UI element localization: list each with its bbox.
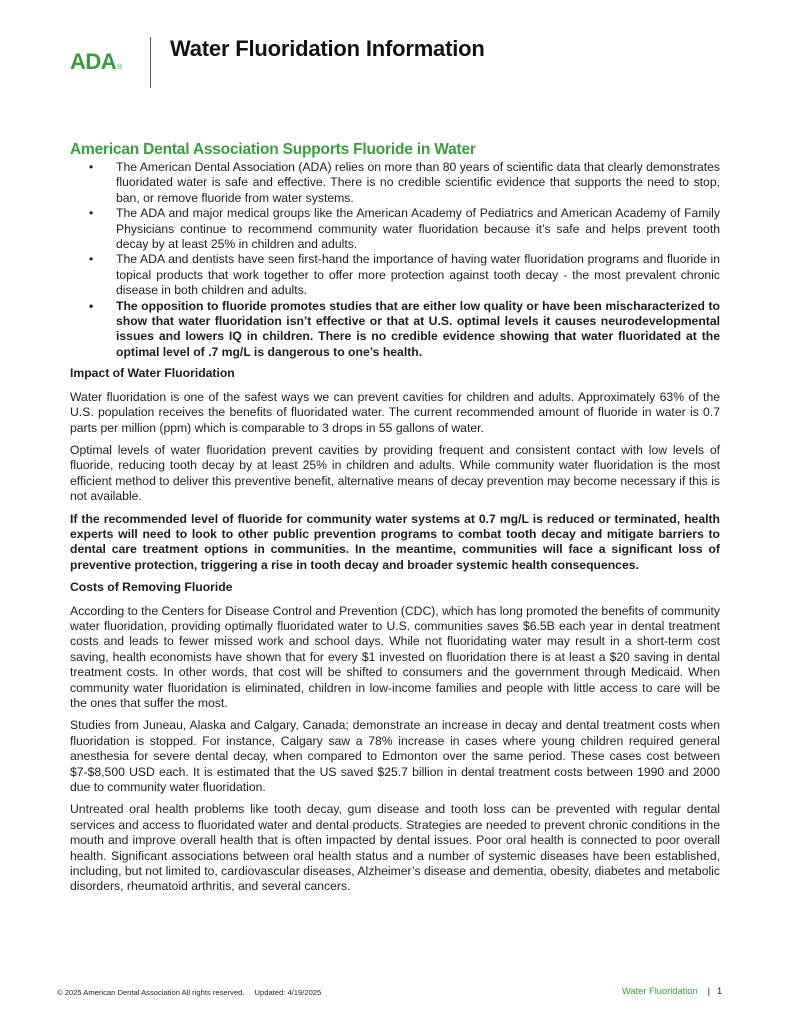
footer-page-info: [622, 986, 722, 996]
document-title: Water Fluoridation Information: [170, 36, 485, 61]
logo-text: ADA: [70, 49, 117, 74]
document-body: [70, 141, 720, 902]
paragraph: According to the Centers for Disease Control and Prevention (CDC), which has long promoted the benefits of community water fluoridation, providing optimally fluoridated water to U.S. communities saves $6.5B each year in dental treatment costs and leads to fewer missed work and school days. While not fluoridating water may result in a short-term cost saving, health economists have shown that for every $1 invested on fluoridation there is at least a $20 saving in dental treatment costs. In other words, that cost will be shifted to consumers and the government through Medicaid. When community water fluoridation is eliminated, children in low-income families and people with little access to care will be the ones that suffer the most.: [70, 603, 720, 710]
page-header: [0, 0, 791, 100]
section-heading-costs: Costs of Removing Fluoride: [70, 580, 233, 595]
footer-copyright: [57, 988, 321, 997]
page-number: 1: [717, 986, 723, 996]
bullet-item: • The ADA and major medical groups like the American Academy of Pediatrics and American Academy of Family Physicians continue to recommend community water fluoridation because it’s safe and helps prevent tooth decay by at least 25% in children and adults.: [116, 206, 720, 252]
updated-date: Updated: 4/19/2025: [254, 988, 322, 997]
support-bullet-list: [70, 160, 720, 360]
bullet-item: • The ADA and dentists have seen first-hand the importance of having water fluoridation programs and fluoride in topical products that work together to offer more protection against tooth decay - the most prevalent chronic disease in both children and adults.: [116, 252, 720, 298]
bullet-item-bold: • The opposition to fluoride promotes studies that are either low quality or have been mischaracterized to show that water fluoridation isn’t effective or that at U.S. optimal levels it causes neurodevelopmental issues and lowers IQ in children. There is no credible evidence showing that water fluoridated at the optimal level of .7 mg/L is dangerous to one’s health.: [116, 299, 720, 361]
bullet-item: • The American Dental Association (ADA) relies on more than 80 years of scientific data that clearly demonstrates fluoridated water is safe and effective. There is no credible scientific evidence that supports the need to stop, ban, or remove fluoride from water systems.: [116, 160, 720, 206]
footer-doc-name: Water Fluoridation: [622, 986, 698, 996]
section-heading-impact: Impact of Water Fluoridation: [70, 366, 235, 381]
ada-logo: [70, 50, 122, 80]
footer-separator: |: [707, 986, 711, 996]
copyright-text: © 2025 American Dental Association All rights reserved.: [57, 988, 245, 997]
header-divider: [150, 37, 151, 88]
section-heading-ada-supports: American Dental Association Supports Fluoride in Water: [70, 141, 476, 158]
registered-mark: ®: [117, 64, 122, 71]
paragraph: Optimal levels of water fluoridation prevent cavities by providing frequent and consistent contact with low levels of fluoride, reducing tooth decay by at least 25% in children and adults. While community water fluoridation is the most efficient method to deliver this preventive benefit, alternative means of decay prevention may become necessary if this is not available.: [70, 442, 720, 504]
paragraph: Studies from Juneau, Alaska and Calgary, Canada; demonstrate an increase in decay and dental treatment costs when fluoridation is stopped. For instance, Calgary saw a 78% increase in cases where young children required general anesthesia for severe dental decay, when compared to Edmonton over the same period. These cases cost between $7-$8,500 USD each. It is estimated that the US saved $25.7 billion in dental treatment costs between 1990 and 2000 due to community water fluoridation.: [70, 718, 720, 795]
paragraph: Water fluoridation is one of the safest ways we can prevent cavities for children and adults. Approximately 63% of the U.S. population receives the benefits of fluoridated water. The current recommended amount of fluoride in water is 0.7 parts per million (ppm) which is comparable to 3 drops in 55 gallons of water.: [70, 389, 720, 435]
paragraph-bold: If the recommended level of fluoride for community water systems at 0.7 mg/L is reduced or terminated, health experts will need to look to other public prevention programs to combat tooth decay and mitigate barriers to dental care treatment options in communities. In the meantime, communities will face a significant loss of preventive protection, triggering a rise in tooth decay and broader systemic health consequences.: [70, 511, 720, 572]
paragraph: Untreated oral health problems like tooth decay, gum disease and tooth loss can be prevented with regular dental services and access to fluoridated water and dental products. Strategies are needed to prevent chronic conditions in the mouth and improve overall health that is often impacted by dental issues. Poor oral health is connected to poor overall health. Significant associations between oral health status and a number of systemic diseases have been established, including, but not limited to, cardiovascular diseases, Alzheimer’s disease and dementia, obesity, diabetes and metabolic disorders, rheumatoid arthritis, and several cancers.: [70, 802, 720, 894]
